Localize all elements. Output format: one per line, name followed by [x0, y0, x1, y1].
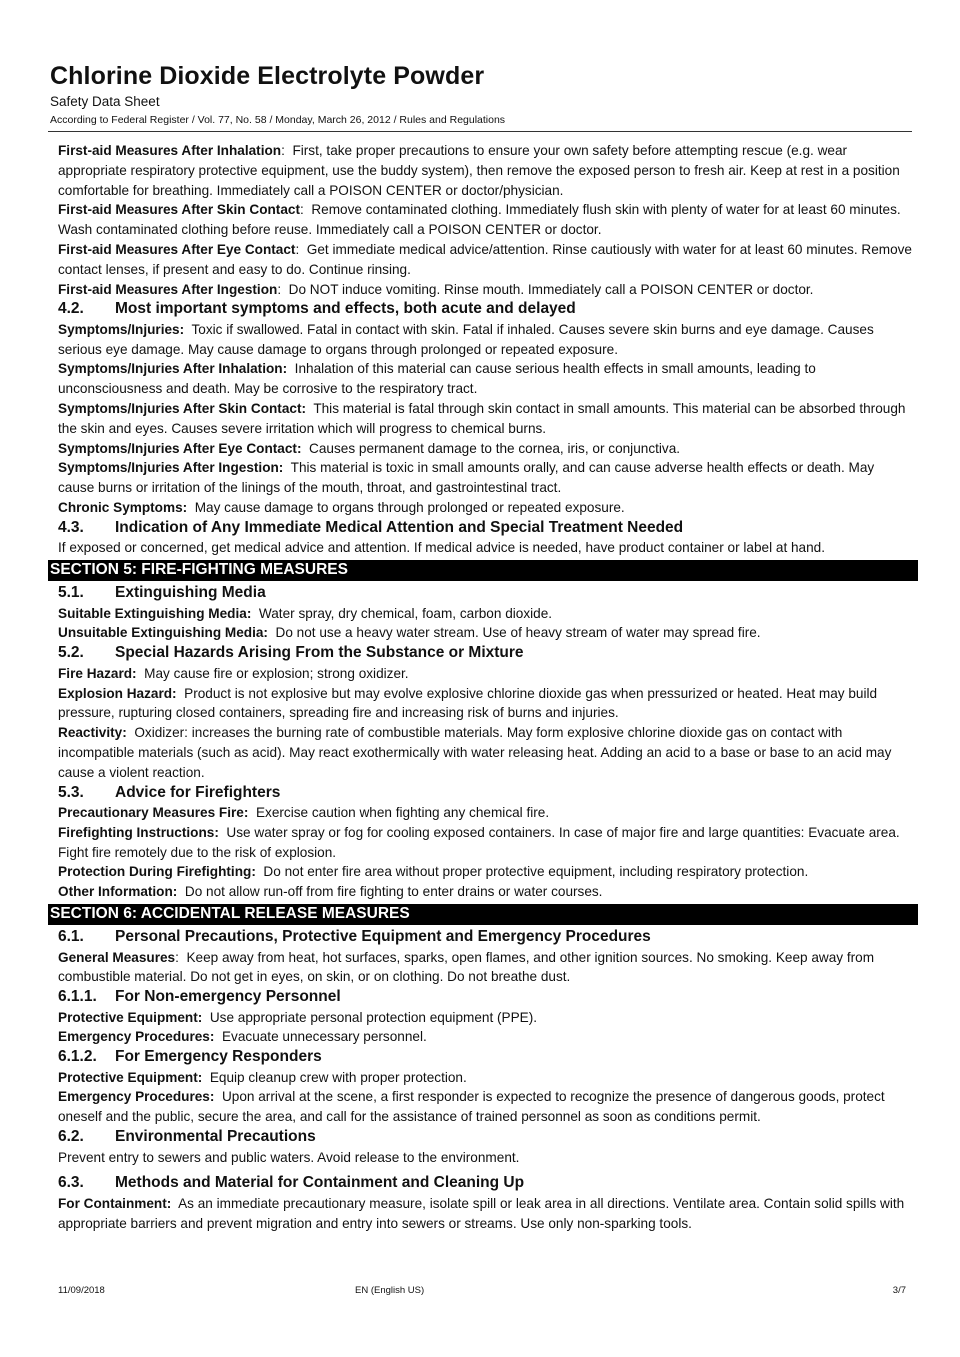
document-header: [50, 60, 912, 127]
heading-4-3: 4.3. Indication of Any Immediate Medical Attention and Special Treatment Needed: [58, 518, 684, 536]
firstaid-ingestion: First-aid Measures After Ingestion: Do NOT induce vomiting. Rinse mouth. Immediately call a POISON CENTER or doctor.: [58, 281, 814, 297]
heading-4-2: 4.2. Most important symptoms and effects, both acute and delayed: [58, 300, 576, 318]
symptoms-general: Symptoms/Injuries: Toxic if swallowed. Fatal in contact with skin. Fatal if inhaled. Causes severe skin burns and eye damage. Causes serious eye damage. May cause damage to organs through prolonged or repeated exposure.: [58, 321, 874, 357]
precautionary-measures-fire: Precautionary Measures Fire: Exercise caution when fighting any chemical fire.: [58, 805, 550, 821]
document-body: [50, 141, 914, 1233]
footer-date: 11/09/2018: [58, 1285, 105, 1296]
non-emergency-protective-equipment: Protective Equipment: Use appropriate personal protection equipment (PPE).: [58, 1009, 538, 1025]
heading-5-1: 5.1. Extinguishing Media: [58, 584, 266, 602]
firstaid-skin: First-aid Measures After Skin Contact: Remove contaminated clothing. Immediately flush skin with plenty of water for at least 60 minutes. Wash contaminated clothing before reuse. Immediately call a POISON CENTER or doctor.: [58, 202, 901, 238]
heading-5-3: 5.3. Advice for Firefighters: [58, 783, 281, 801]
non-emergency-procedures: Emergency Procedures: Evacuate unnecessary personnel.: [58, 1029, 427, 1045]
heading-6-1-2: 6.1.2. For Emergency Responders: [58, 1048, 322, 1066]
reactivity: Reactivity: Oxidizer: increases the burning rate of combustible materials. May form explosive chlorine dioxide gas on contact with incompatible materials (such as acid). May react exothermically with water releasing heat. Adding an acid to a base or base to an acid may cause a violent reaction.: [58, 725, 892, 780]
responder-emergency-procedures: Emergency Procedures: Upon arrival at the scene, a first responder is expected to recognize the presence of dangerous goods, protect oneself and the public, secure the area, and call for the assistance of trained personnel as soon as conditions permit.: [58, 1089, 885, 1125]
other-information: Other Information: Do not allow run-off from fire fighting to enter drains or water courses.: [58, 884, 603, 900]
responder-protective-equipment: Protective Equipment: Equip cleanup crew with proper protection.: [58, 1069, 467, 1085]
symptoms-ingestion: Symptoms/Injuries After Ingestion: This material is toxic in small amounts orally, and can cause adverse health effects or death. May cause burns or irritation of the linings of the mouth, throat, and gastrointestinal tract.: [58, 460, 875, 496]
symptoms-inhalation: Symptoms/Injuries After Inhalation: Inhalation of this material can cause serious health effects in small amounts, leading to unconsciousness and death. May be corrosive to the respiratory tract.: [58, 361, 816, 397]
unsuitable-media: Unsuitable Extinguishing Media: Do not use a heavy water stream. Use of heavy stream of water may spread fire.: [58, 625, 761, 641]
section-5-bar: SECTION 5: FIRE-FIGHTING MEASURES: [48, 560, 918, 581]
symptoms-skin: Symptoms/Injuries After Skin Contact: This material is fatal through skin contact in small amounts. This material can be absorbed through the skin and eyes. Causes severe irritation which will progress to chemical burns.: [58, 401, 906, 436]
regulation-reference: According to Federal Register / Vol. 77, No. 58 / Monday, March 26, 2012 / Rules and Regulations: [50, 114, 506, 126]
section-6-bar: SECTION 6: ACCIDENTAL RELEASE MEASURES: [48, 904, 918, 925]
fire-hazard: Fire Hazard: May cause fire or explosion; strong oxidizer.: [58, 665, 409, 681]
document-title: Chlorine Dioxide Electrolyte Powder: [50, 62, 485, 90]
symptoms-chronic: Chronic Symptoms: May cause damage to organs through prolonged or repeated exposure.: [58, 500, 625, 516]
heading-6-3: 6.3. Methods and Material for Containment and Cleaning Up: [58, 1174, 525, 1192]
firefighting-instructions: Firefighting Instructions: Use water spray or fog for cooling exposed containers. In case of major fire and large quantities: Evacuate area. Fight fire remotely due to the risk of explosion.: [58, 824, 900, 860]
suitable-media: Suitable Extinguishing Media: Water spray, dry chemical, foam, carbon dioxide.: [58, 605, 553, 621]
heading-6-2: 6.2. Environmental Precautions: [58, 1128, 316, 1146]
medical-attention-text: If exposed or concerned, get medical advice and attention. If medical advice is needed, have product container or label at hand.: [58, 540, 826, 556]
footer-page-number: 3/7: [892, 1285, 906, 1296]
firstaid-eye: First-aid Measures After Eye Contact: Get immediate medical advice/attention. Rinse cautiously with water for at least 60 minutes. Remove contact lenses, if present and easy to do. Continue rinsing.: [58, 241, 912, 277]
for-containment: For Containment: As an immediate precautionary measure, isolate spill or leak area in all directions. Ventilate area. Contain solid spills with appropriate barriers and prevent migration and entry into sewers or streams. Use only non-sparking tools.: [58, 1195, 905, 1231]
heading-5-2: 5.2. Special Hazards Arising From the Substance or Mixture: [58, 644, 524, 662]
symptoms-eye: Symptoms/Injuries After Eye Contact: Causes permanent damage to the cornea, iris, or conjunctiva.: [58, 440, 681, 456]
general-measures: General Measures: Keep away from heat, hot surfaces, sparks, open flames, and other ignition sources. No smoking. Keep away from combustible material. Do not get in eyes, on skin, or on clothing. Do not breathe dust.: [58, 949, 875, 985]
firstaid-inhalation: First-aid Measures After Inhalation: First, take proper precautions to ensure your own safety before attempting rescue (e.g. wear appropriate respiratory protective equipment, use the buddy system), then remove the exposed person to fresh air. Keep at rest in a position comfortable for breathing. Immediately call a POISON CENTER or doctor/physician.: [58, 143, 900, 198]
explosion-hazard: Explosion Hazard: Product is not explosive but may evolve explosive chlorine dioxide gas when pressurized or heated. Heat may build pressure, rupturing closed containers, spreading fire and increasing risk of burns and injuries.: [58, 685, 878, 721]
footer-language: EN (English US): [355, 1285, 425, 1296]
header-divider: [48, 131, 912, 132]
protection-during-firefighting: Protection During Firefighting: Do not enter fire area without proper protective equipment, including respiratory protection.: [58, 864, 809, 880]
document-subtitle: Safety Data Sheet: [50, 94, 160, 109]
heading-6-1-1: 6.1.1. For Non-emergency Personnel: [58, 988, 341, 1006]
heading-6-1: 6.1. Personal Precautions, Protective Equipment and Emergency Procedures: [58, 928, 651, 945]
environmental-precautions-text: Prevent entry to sewers and public waters. Avoid release to the environment.: [58, 1149, 520, 1165]
